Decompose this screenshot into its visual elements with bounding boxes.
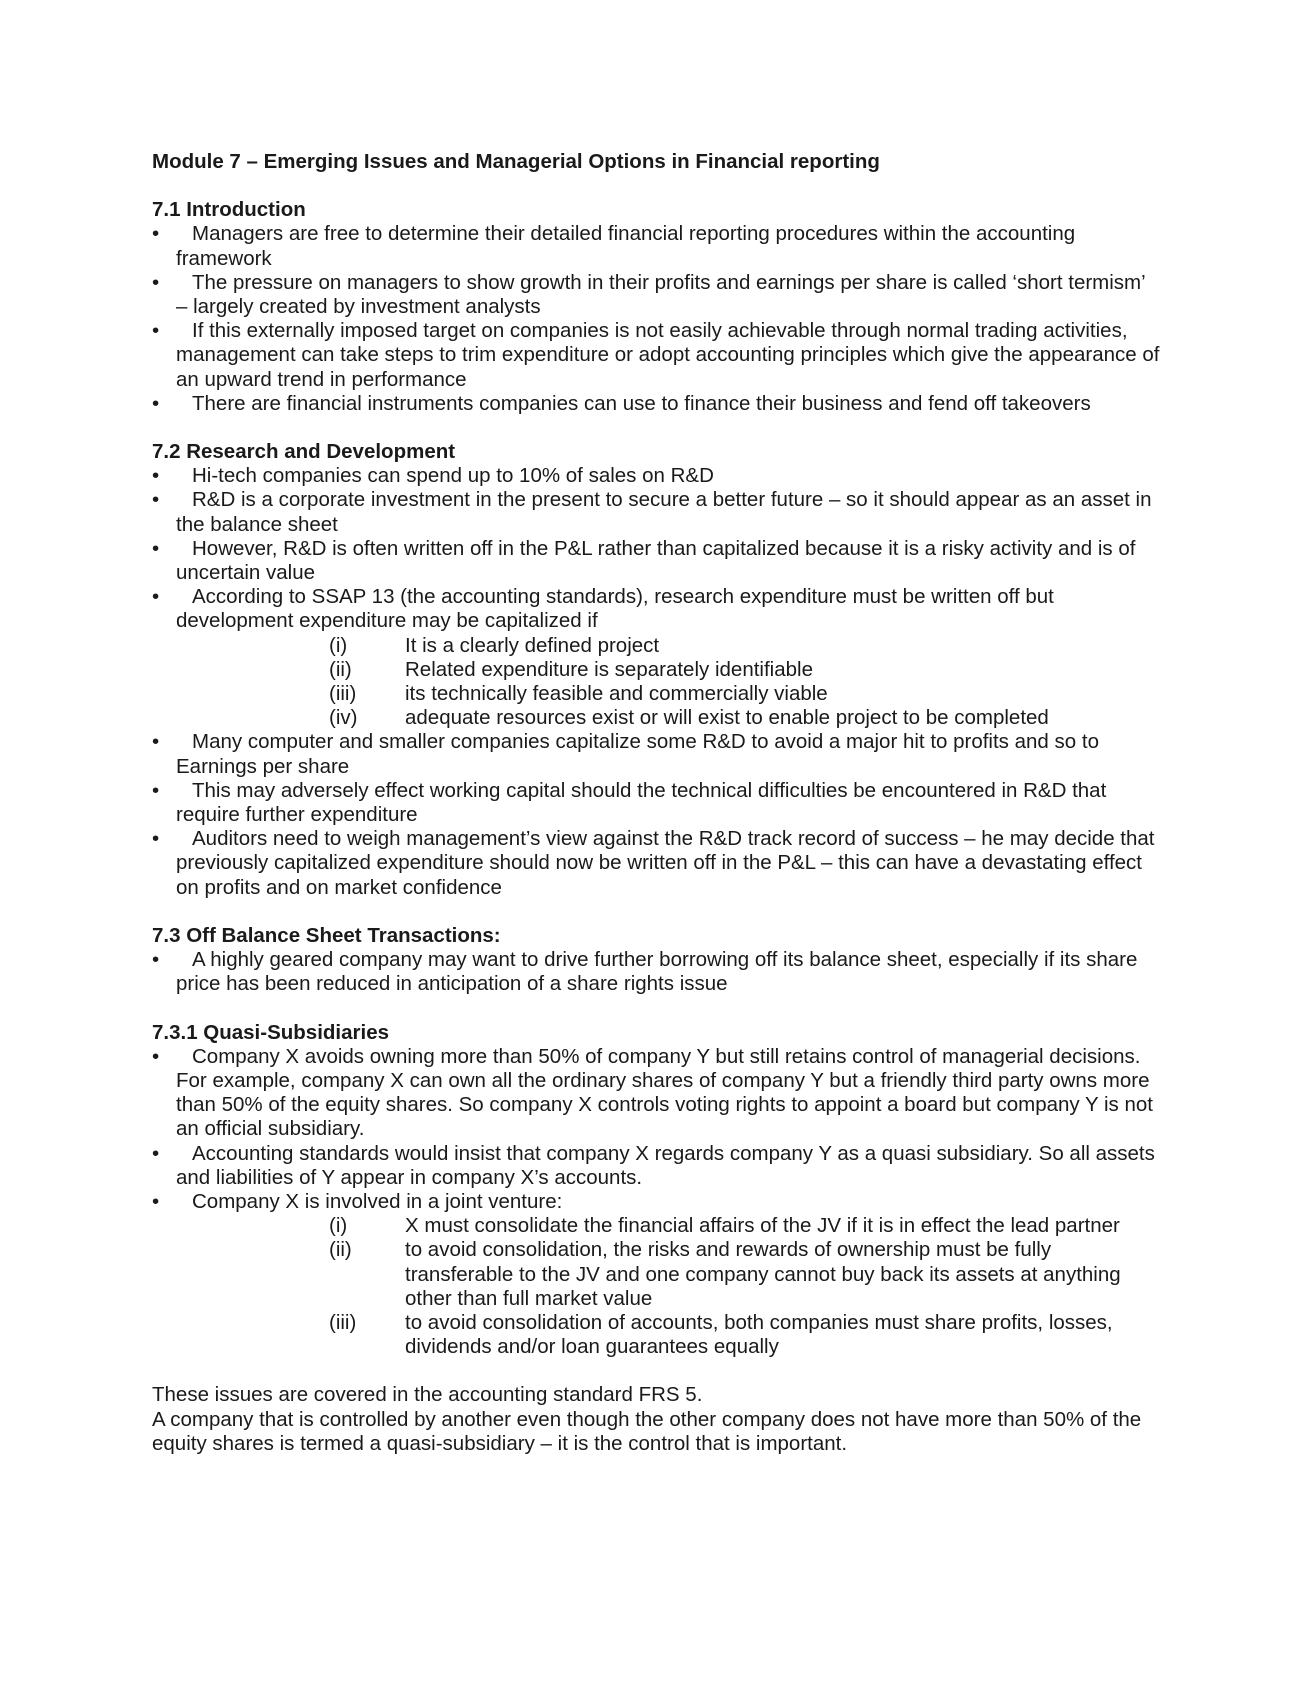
- list-item-text: According to SSAP 13 (the accounting standards), research expenditure must be written off but development expenditure may be capitalized if: [176, 585, 1054, 633]
- condition-text: to avoid consolidation, the risks and rewards of ownership must be fully transferable to the JV and one company cannot buy back its assets at anything other than full market value: [405, 1238, 1121, 1310]
- condition-number: (i): [329, 633, 348, 657]
- bullet-icon: •: [152, 536, 160, 560]
- section-heading: 7.3.1 Quasi-Subsidiaries: [152, 1020, 389, 1044]
- list-item-text: Many computer and smaller companies capitalize some R&D to avoid a major hit to profits and so to Earnings per share: [176, 730, 1099, 778]
- condition-number: (iii): [329, 682, 357, 706]
- condition-item: [329, 706, 1162, 730]
- section-introduction: [152, 198, 1162, 416]
- bullet-icon: •: [152, 585, 160, 609]
- list-item-text: This may adversely effect working capital should the technical difficulties be encountered in R&D that require further expenditure: [176, 778, 1107, 827]
- bullet-icon: •: [152, 1141, 160, 1165]
- condition-number: (i): [329, 1214, 348, 1238]
- list-item: [152, 1190, 1162, 1359]
- condition-text: its technically feasible and commercially viable: [405, 682, 828, 706]
- condition-text: It is a clearly defined project: [405, 633, 660, 657]
- list-item-text: If this externally imposed target on companies is not easily achievable through normal trading activities, management can take steps to trim expenditure or adopt accounting principles which give the appearance of an upward trend in performance: [176, 319, 1160, 391]
- bullet-icon: •: [152, 270, 160, 294]
- condition-text: adequate resources exist or will exist to enable project to be completed: [405, 706, 1049, 730]
- section-heading: 7.1 Introduction: [152, 198, 306, 222]
- bullet-icon: •: [152, 730, 160, 754]
- list-item-text: Company X avoids owning more than 50% of company Y but still retains control of managerial decisions. For example, company X can own all the ordinary shares of company Y but a friendly third party owns more than 50% of the equity shares. So company X controls voting rights to appoint a board but company Y is not an official subsidiary.: [176, 1044, 1154, 1141]
- section-quasi-subsidiaries: [152, 1021, 1162, 1360]
- list-item: [152, 585, 1162, 730]
- list-item-text: Hi-tech companies can spend up to 10% of sales on R&D: [192, 464, 714, 488]
- bullet-icon: •: [152, 464, 160, 488]
- list-item-text: There are financial instruments companies can use to finance their business and fend off takeovers: [192, 391, 1091, 415]
- closing-paragraph: A company that is controlled by another even though the other company does not have more than 50% of the equity shares is termed a quasi-subsidiary – it is the control that is important.: [152, 1407, 1142, 1455]
- list-item: [152, 319, 1162, 392]
- list-item-text: Company X is involved in a joint venture:: [192, 1189, 563, 1213]
- bullet-icon: •: [152, 319, 160, 343]
- list-item: [152, 1045, 1162, 1142]
- list-item: [152, 488, 1162, 536]
- list-item-text: The pressure on managers to show growth in their profits and earnings per share is called ‘short termism’ – largely created by investment analysts: [176, 270, 1145, 319]
- bullet-list: [152, 948, 1162, 996]
- list-item: [152, 222, 1162, 270]
- condition-item: [329, 1311, 1162, 1359]
- bullet-icon: •: [152, 778, 160, 802]
- condition-text: Related expenditure is separately identifiable: [405, 657, 813, 681]
- bullet-list: [152, 222, 1162, 416]
- bullet-icon: •: [152, 488, 160, 512]
- condition-item: [329, 1214, 1162, 1238]
- bullet-icon: •: [152, 948, 160, 972]
- condition-number: (ii): [329, 657, 352, 681]
- list-item-text: A highly geared company may want to drive further borrowing off its balance sheet, especially if its share price has been reduced in anticipation of a share rights issue: [176, 948, 1138, 996]
- closing-paragraph: These issues are covered in the accounting standard FRS 5.: [152, 1383, 703, 1407]
- bullet-icon: •: [152, 827, 160, 851]
- list-item: [152, 537, 1162, 585]
- bullet-list: [152, 1045, 1162, 1360]
- document-title: Module 7 – Emerging Issues and Managerial Options in Financial reporting: [152, 150, 880, 173]
- condition-item: [329, 634, 1162, 658]
- section-off-balance-sheet: [152, 924, 1162, 997]
- bullet-list: [152, 464, 1162, 900]
- list-item-text: Auditors need to weigh management’s view against the R&D track record of success – he may decide that previously capitalized expenditure should now be written off in the P&L – this can have a devastating effect on profits and on market confidence: [176, 827, 1155, 899]
- bullet-icon: •: [152, 1189, 160, 1213]
- list-item-text: However, R&D is often written off in the P&L rather than capitalized because it is a risky activity and is of uncertain value: [176, 536, 1136, 585]
- condition-item: [329, 1238, 1162, 1311]
- list-item-text: R&D is a corporate investment in the present to secure a better future – so it should appear as an asset in the balance sheet: [176, 488, 1152, 536]
- condition-item: [329, 682, 1162, 706]
- condition-number: (iii): [329, 1310, 357, 1334]
- list-item: [152, 392, 1162, 416]
- section-heading: 7.3 Off Balance Sheet Transactions:: [152, 923, 501, 947]
- list-item: [152, 271, 1162, 319]
- list-item: [152, 1142, 1162, 1190]
- condition-item: [329, 658, 1162, 682]
- bullet-icon: •: [152, 1044, 160, 1068]
- list-item: [152, 464, 1162, 488]
- list-item: [152, 948, 1162, 996]
- bullet-icon: •: [152, 222, 160, 246]
- condition-list: [176, 1214, 1162, 1359]
- list-item-text: Managers are free to determine their detailed financial reporting procedures within the accounting framework: [176, 222, 1076, 270]
- condition-number: (ii): [329, 1238, 352, 1262]
- condition-text: to avoid consolidation of accounts, both companies must share profits, losses, dividends and/or loan guarantees equally: [405, 1310, 1113, 1359]
- list-item: [152, 730, 1162, 778]
- section-research-development: [152, 440, 1162, 900]
- list-item-text: Accounting standards would insist that company X regards company Y as a quasi subsidiary. So all assets and liabilities of Y appear in company X’s accounts.: [176, 1141, 1155, 1189]
- condition-text: X must consolidate the financial affairs of the JV if it is in effect the lead partner: [405, 1214, 1120, 1238]
- list-item: [152, 779, 1162, 827]
- condition-list: [176, 634, 1162, 731]
- list-item: [152, 827, 1162, 900]
- section-heading: 7.2 Research and Development: [152, 440, 456, 464]
- condition-number: (iv): [329, 706, 358, 730]
- bullet-icon: •: [152, 391, 160, 415]
- document-page: [152, 150, 1162, 1456]
